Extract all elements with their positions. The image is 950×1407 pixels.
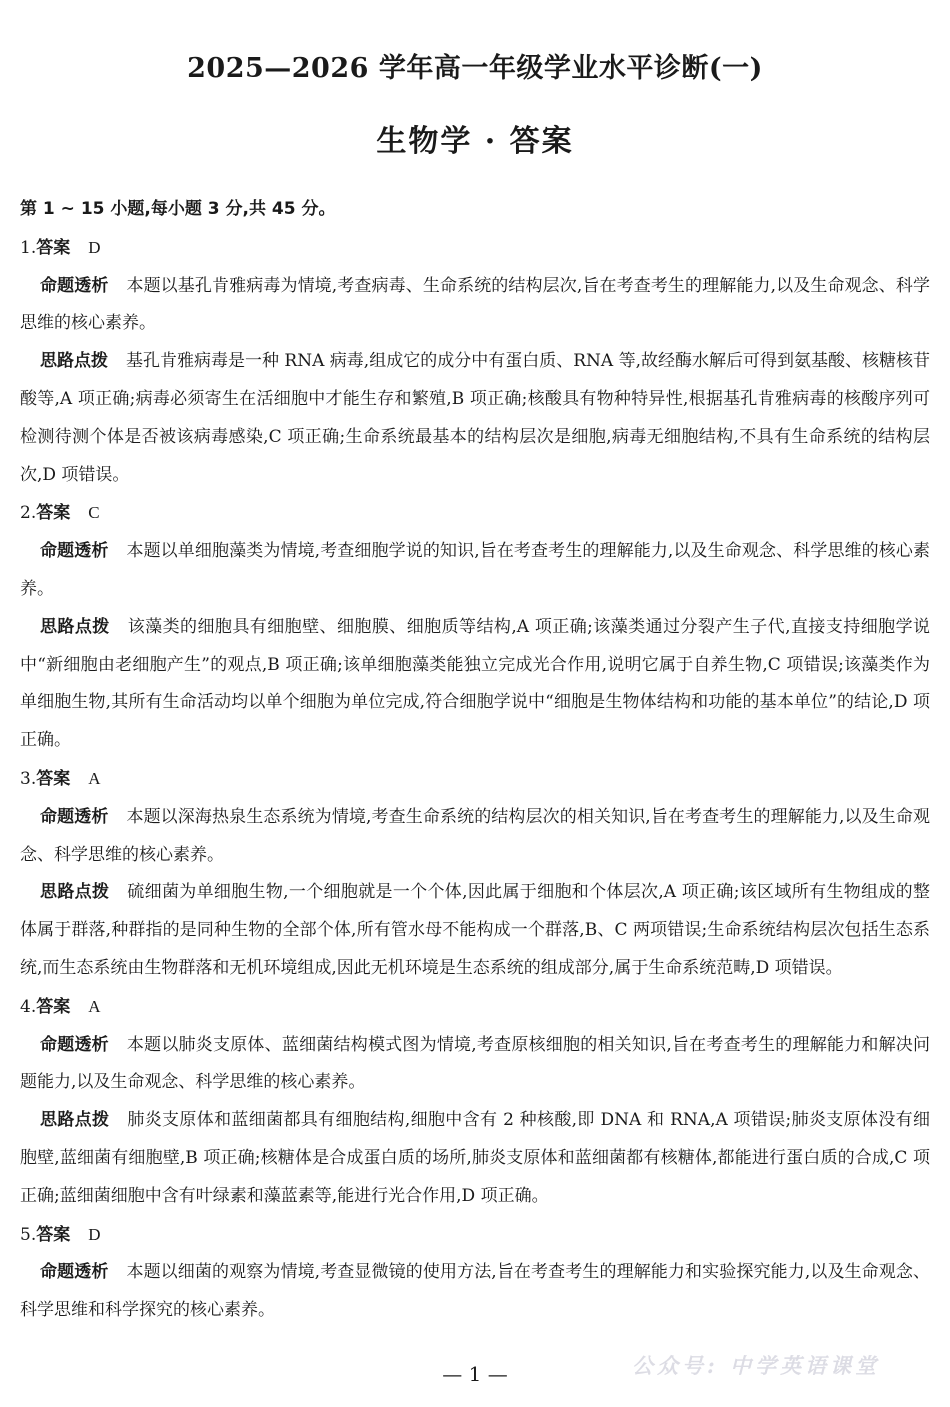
reasoning-label: 思路点拨 — [40, 882, 110, 903]
analysis-label: 命题透析 — [40, 806, 109, 827]
question-1 — [20, 229, 930, 495]
analysis-label: 命题透析 — [40, 1262, 109, 1283]
reasoning-label: 思路点拨 — [40, 351, 109, 372]
answer-label: 答案 — [36, 237, 71, 258]
document-subtitle: 生物学 · 答案 — [376, 124, 574, 159]
analysis-text: 本题以深海热泉生态系统为情境,考查生命系统的结构层次的相关知识,旨在考查考生的理解能力,以及生命观念、科学思维的核心素养。 — [20, 806, 930, 865]
page-number: — 1 — — [442, 1362, 508, 1386]
question-number: 3. — [20, 768, 37, 789]
analysis-text: 本题以单细胞藻类为情境,考查细胞学说的知识,旨在考查考生的理解能力,以及生命观念、科学思维的核心素养。 — [20, 541, 930, 599]
analysis-label: 命题透析 — [40, 1034, 109, 1055]
analysis-label: 命题透析 — [40, 541, 109, 562]
analysis-text: 本题以细菌的观察为情境,考查显微镜的使用方法,旨在考查考生的理解能力和实验探究能力,以及生命观念、科学思维和科学探究的核心素养。 — [20, 1262, 930, 1321]
section-intro: 第 1 ~ 15 小题,每小题 3 分,共 45 分。 — [20, 199, 336, 219]
question-number: 5. — [20, 1224, 37, 1245]
answer-label: 答案 — [36, 1224, 71, 1245]
question-5 — [20, 1216, 930, 1330]
document-title: 2025—2026 学年高一年级学业水平诊断(一) — [187, 53, 763, 84]
question-number: 1. — [20, 237, 37, 258]
answer-value: D — [88, 237, 101, 257]
reasoning-text: 基孔肯雅病毒是一种 RNA 病毒,组成它的成分中有蛋白质、RNA 等,故经酶水解后可得到氨基酸、核糖核苷酸等,A 项正确;病毒必须寄生在活细胞中才能生存和繁殖,B 项正确;核酸具有物种特异性,根据基孔肯雅病毒的核酸序列可检测待测个体是否被该病毒感染,C 项正确;生命系统最基本的结构层次是细胞,病毒无细胞结构,不具有生命系统的结构层次,D 项错误。 — [20, 351, 931, 485]
reasoning-text: 硫细菌为单细胞生物,一个细胞就是一个个体,因此属于细胞和个体层次,A 项正确;该区域所有生物组成的整体属于群落,种群指的是同种生物的全部个体,所有管水母不能构成一个群落,B、C 两项错误;生命系统结构层次包括生态系统,而生态系统由生物群落和无机环境组成,因此无机环境是生态系统的组成部分,属于生命系统范畴,D 项错误。 — [20, 882, 931, 978]
question-number: 4. — [20, 996, 37, 1017]
watermark: 公众号: 中学英语课堂 — [632, 1353, 881, 1378]
question-number: 2. — [20, 503, 37, 524]
answer-label: 答案 — [36, 768, 71, 789]
analysis-text: 本题以肺炎支原体、蓝细菌结构模式图为情境,考查原核细胞的相关知识,旨在考查考生的理解能力和解决问题能力,以及生命观念、科学思维的核心素养。 — [20, 1034, 931, 1093]
question-4 — [20, 988, 930, 1216]
analysis-text: 本题以基孔肯雅病毒为情境,考查病毒、生命系统的结构层次,旨在考查考生的理解能力,以及生命观念、科学思维的核心素养。 — [20, 275, 930, 334]
answer-label: 答案 — [36, 996, 71, 1017]
answer-value: A — [88, 768, 101, 788]
answer-value: C — [88, 503, 100, 523]
question-3 — [20, 760, 930, 988]
question-2 — [20, 494, 930, 760]
reasoning-text: 该藻类的细胞具有细胞壁、细胞膜、细胞质等结构,A 项正确;该藻类通过分裂产生子代,直接支持细胞学说中“新细胞由老细胞产生”的观点,B 项正确;该单细胞藻类能独立完成光合作用,说明它属于自养生物,C 项错误;该藻类作为单细胞生物,其所有生命活动均以单个细胞为单位完成,符合细胞学说中“细胞是生物体结构和功能的基本单位”的结论,D 项正确。 — [20, 616, 931, 751]
reasoning-text: 肺炎支原体和蓝细菌都具有细胞结构,细胞中含有 2 种核酸,即 DNA 和 RNA,A 项错误;肺炎支原体没有细胞壁,蓝细菌有细胞壁,B 项正确;核糖体是合成蛋白质的场所,肺炎支原体和蓝细菌都有核糖体,都能进行蛋白质的合成,C 项正确;蓝细菌细胞中含有叶绿素和藻蓝素等,能进行光合作用,D 项正确。 — [20, 1110, 931, 1206]
answer-value: A — [88, 996, 101, 1016]
reasoning-label: 思路点拨 — [40, 1110, 110, 1131]
answer-value: D — [88, 1224, 101, 1244]
analysis-label: 命题透析 — [40, 275, 109, 296]
reasoning-label: 思路点拨 — [40, 616, 110, 637]
answer-content — [20, 191, 930, 1330]
answer-label: 答案 — [36, 503, 71, 524]
